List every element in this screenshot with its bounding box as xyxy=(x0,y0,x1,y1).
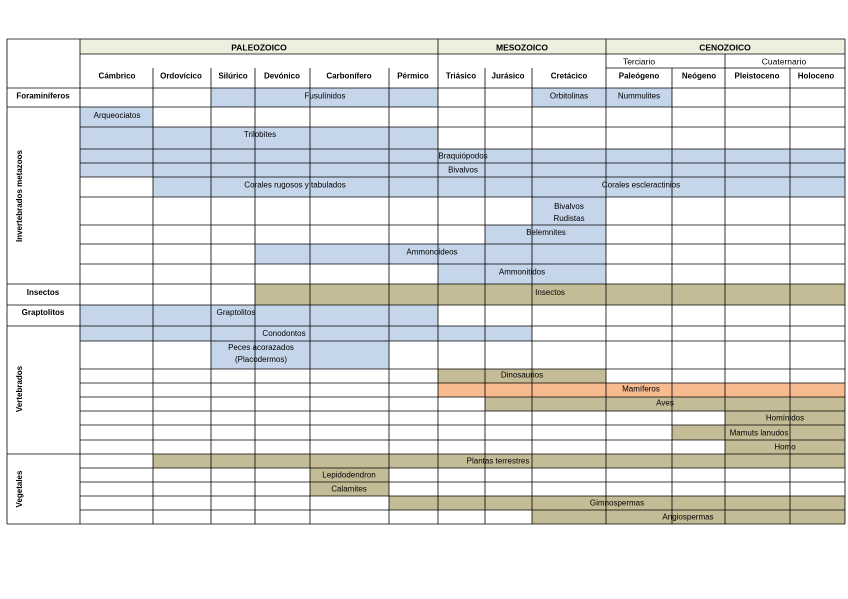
bar-label-mamiferos: Mamíferos xyxy=(622,384,660,394)
bar-label-dinosaurios: Dinosaurios xyxy=(500,370,544,380)
bar-label-trilobites: Trilobites xyxy=(243,130,277,139)
bar-label-conodontos: Conodontos xyxy=(262,329,306,338)
table-labels xyxy=(15,43,834,522)
bar-label-braquiopodos: Braquiópodos xyxy=(438,151,488,161)
bar-label-bivalvos-rudistas-1: Bivalvos xyxy=(554,202,584,211)
bar-label-insectos: Insectos xyxy=(535,288,565,297)
range-bar-conodontos xyxy=(80,326,532,341)
bar-label-corales-escleractinios: Corales escleractinios xyxy=(601,180,681,190)
bar-label-calamites: Calamites xyxy=(331,484,367,494)
bar-label-graptolitos: Graptolitos xyxy=(216,308,256,317)
bar-label-angiospermas: Angiospermas xyxy=(662,512,714,522)
period-neogeno: Neógeno xyxy=(681,71,717,81)
group-label-foraminiferos: Foraminíferos xyxy=(16,91,70,101)
bar-label-nummulites: Nummulites xyxy=(617,91,661,101)
period-carbonifero: Carbonífero xyxy=(326,71,372,81)
period-holoceno: Holoceno xyxy=(797,71,835,81)
sub-era-cuaternario: Cuaternario xyxy=(761,56,807,67)
range-bar-graptolitos xyxy=(80,305,438,326)
bar-label-hominidos: Homínidos xyxy=(765,413,805,423)
bar-label-lepidodendron: Lepidodendron xyxy=(322,470,376,480)
sub-era-terciario: Terciario xyxy=(622,56,656,67)
period-paleogeno: Paleógeno xyxy=(618,71,660,81)
group-label-insectos: Insectos xyxy=(26,288,60,297)
bar-label-ammonitidos: Ammonitidos xyxy=(498,267,546,277)
bar-label-bivalvos-rudistas-2: Rudistas xyxy=(553,214,585,223)
bar-label-plantas-terrestres: Plantas terrestres xyxy=(466,456,530,466)
period-silurico: Silúrico xyxy=(218,71,248,81)
bar-label-bivalvos: Bivalvos xyxy=(448,165,478,175)
period-cambrico: Cámbrico xyxy=(98,71,136,81)
period-cretacico: Cretácico xyxy=(550,71,588,81)
period-devonico: Devónico xyxy=(263,71,301,81)
era-header-paleozoico: PALEOZOICO xyxy=(231,42,287,53)
group-label-vegetales: Vegetales xyxy=(15,470,24,508)
bar-label-gimnospermas: Gimnospermas xyxy=(589,498,645,508)
bar-label-corales-rugosos: Corales rugosos y tabulados xyxy=(244,180,346,190)
period-pleistoceno: Pleistoceno xyxy=(734,71,780,81)
bar-label-fusulinidos: Fusulínidos xyxy=(304,91,346,101)
bar-label-belemnites: Belemnites xyxy=(526,228,566,237)
era-header-cenozoico: CENOZOICO xyxy=(699,42,751,53)
period-ordovicico: Ordovícico xyxy=(160,71,202,81)
bar-label-arqueociatos: Arqueociatos xyxy=(93,111,141,120)
period-permico: Pérmico xyxy=(397,71,429,81)
bar-label-peces-acorazados-1: Peces acorazados xyxy=(228,343,294,352)
bar-label-ammonoideos: Ammonoideos xyxy=(406,247,458,257)
range-fills xyxy=(80,39,845,524)
bar-label-aves: Aves xyxy=(656,398,674,408)
era-header-mesozoico: MESOZOICO xyxy=(496,42,548,53)
period-jurasico: Jurásico xyxy=(491,71,525,81)
bar-label-peces-acorazados-2: (Placodermos) xyxy=(234,355,288,364)
period-triasico: Triásico xyxy=(445,71,477,81)
bar-label-orbitolinas: Orbitolinas xyxy=(549,91,589,101)
group-label-vertebrados: Vertebrados xyxy=(15,365,24,413)
group-label-invertebrados: Invertebrados metazoos xyxy=(15,149,24,243)
bar-label-homo: Homo xyxy=(774,442,796,452)
group-label-graptolitos: Graptolitos xyxy=(21,308,65,317)
bar-label-mamuts-lanudos: Mamuts lanudos xyxy=(729,428,789,438)
